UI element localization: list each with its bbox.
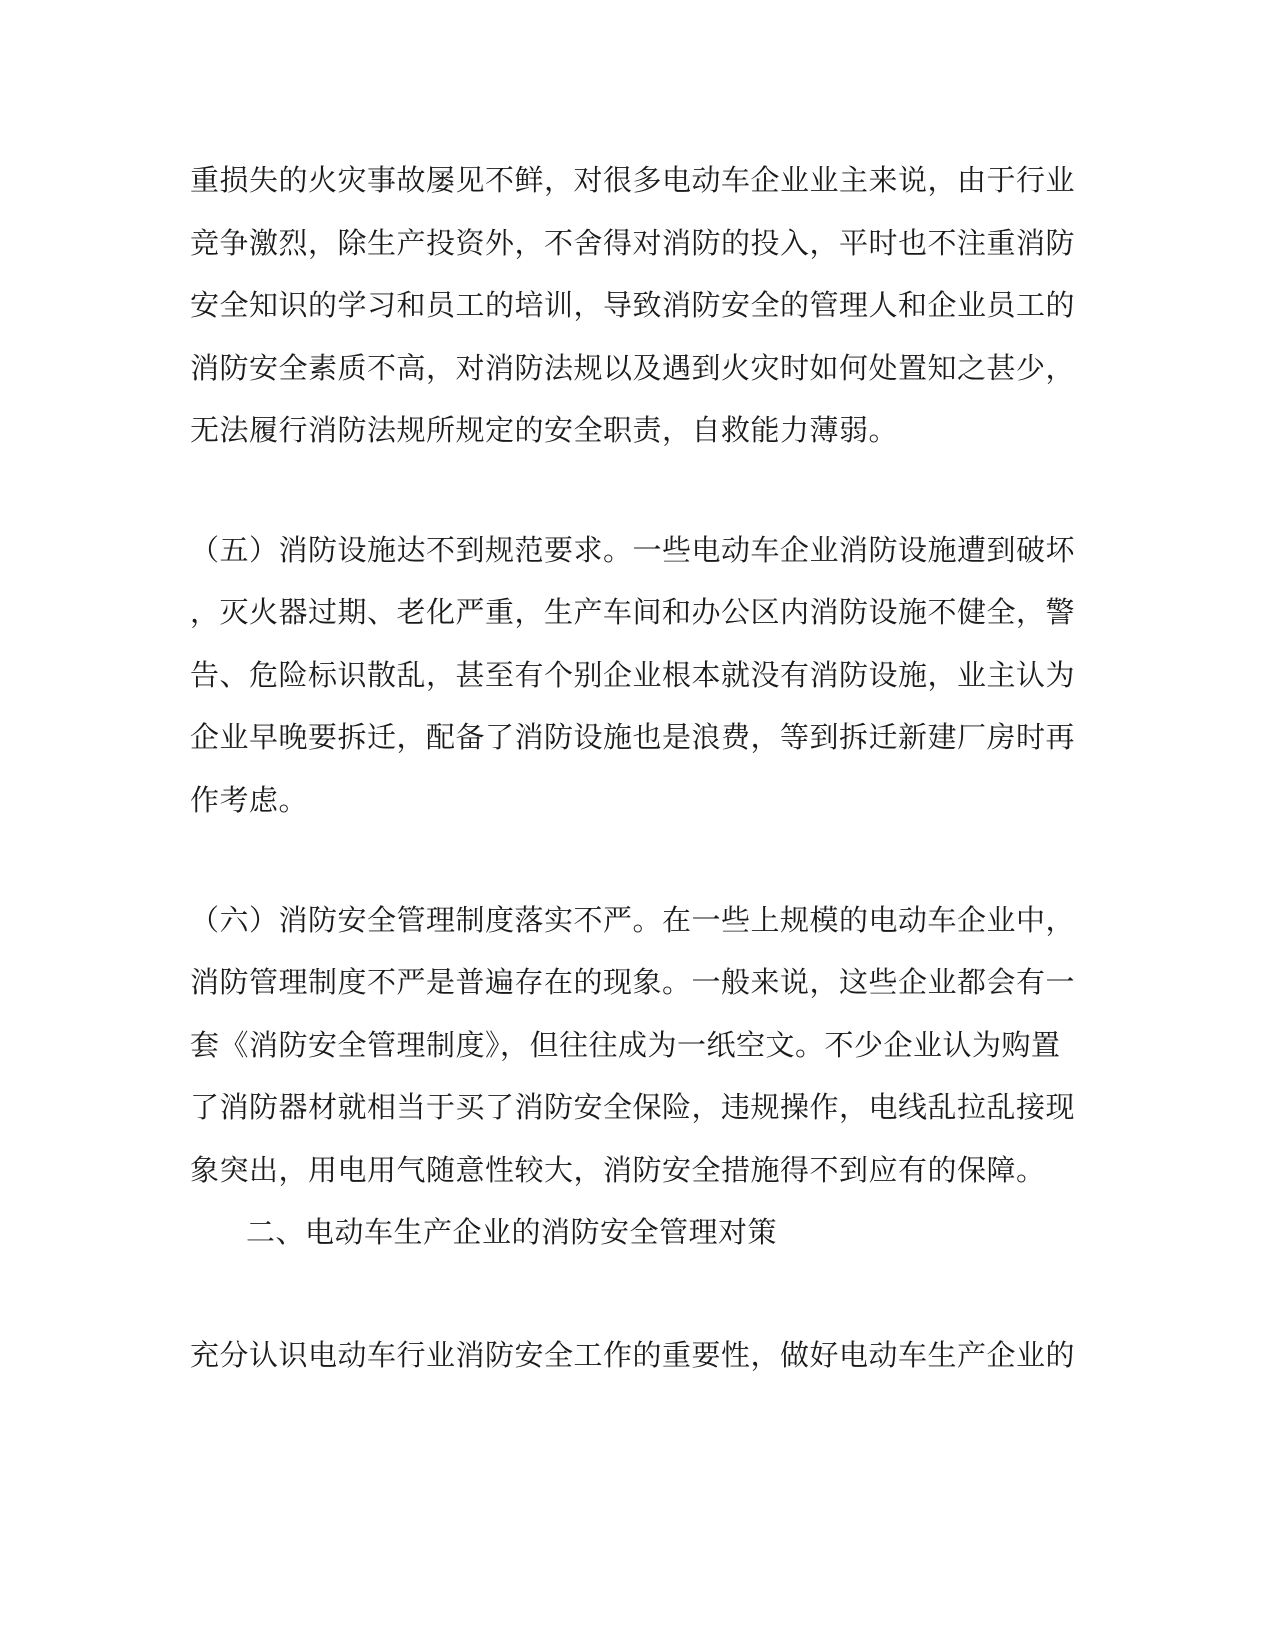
text-line: 告、危险标识散乱，甚至有个别企业根本就没有消防设施，业主认为 (190, 658, 1076, 692)
text-line: 竞争激烈，除生产投资外，不舍得对消防的投入，平时也不注重消防 (190, 226, 1076, 260)
text-line: 无法履行消防法规所规定的安全职责，自救能力薄弱。 (190, 413, 899, 447)
text-line: （五）消防设施达不到规范要求。一些电动车企业消防设施遭到破坏 (190, 533, 1076, 567)
text-line: 安全知识的学习和员工的培训，导致消防安全的管理人和企业员工的 (190, 288, 1076, 322)
text-line: 企业早晚要拆迁，配备了消防设施也是浪费，等到拆迁新建厂房时再 (190, 720, 1076, 754)
text-line: 消防安全素质不高，对消防法规以及遇到火灾时如何处置知之甚少， (190, 351, 1076, 385)
text-line: 套《消防安全管理制度》，但往往成为一纸空文。不少企业认为购置 (190, 1028, 1061, 1062)
text-line: 消防管理制度不严是普遍存在的现象。一般来说，这些企业都会有一 (190, 965, 1076, 999)
text-line: ，灭火器过期、老化严重，生产车间和办公区内消防设施不健全，警 (190, 595, 1076, 629)
text-line: 充分认识电动车行业消防安全工作的重要性，做好电动车生产企业的 (190, 1338, 1076, 1372)
text-line: （六）消防安全管理制度落实不严。在一些上规模的电动车企业中， (190, 903, 1076, 937)
section-heading: 二、电动车生产企业的消防安全管理对策 (246, 1215, 778, 1249)
text-line: 了消防器材就相当于买了消防安全保险，违规操作，电线乱拉乱接现 (190, 1090, 1076, 1124)
text-line: 作考虑。 (190, 783, 309, 817)
text-line: 象突出，用电用气随意性较大，消防安全措施得不到应有的保障。 (190, 1153, 1046, 1187)
text-line: 重损失的火灾事故屡见不鲜，对很多电动车企业业主来说，由于行业 (190, 163, 1076, 197)
